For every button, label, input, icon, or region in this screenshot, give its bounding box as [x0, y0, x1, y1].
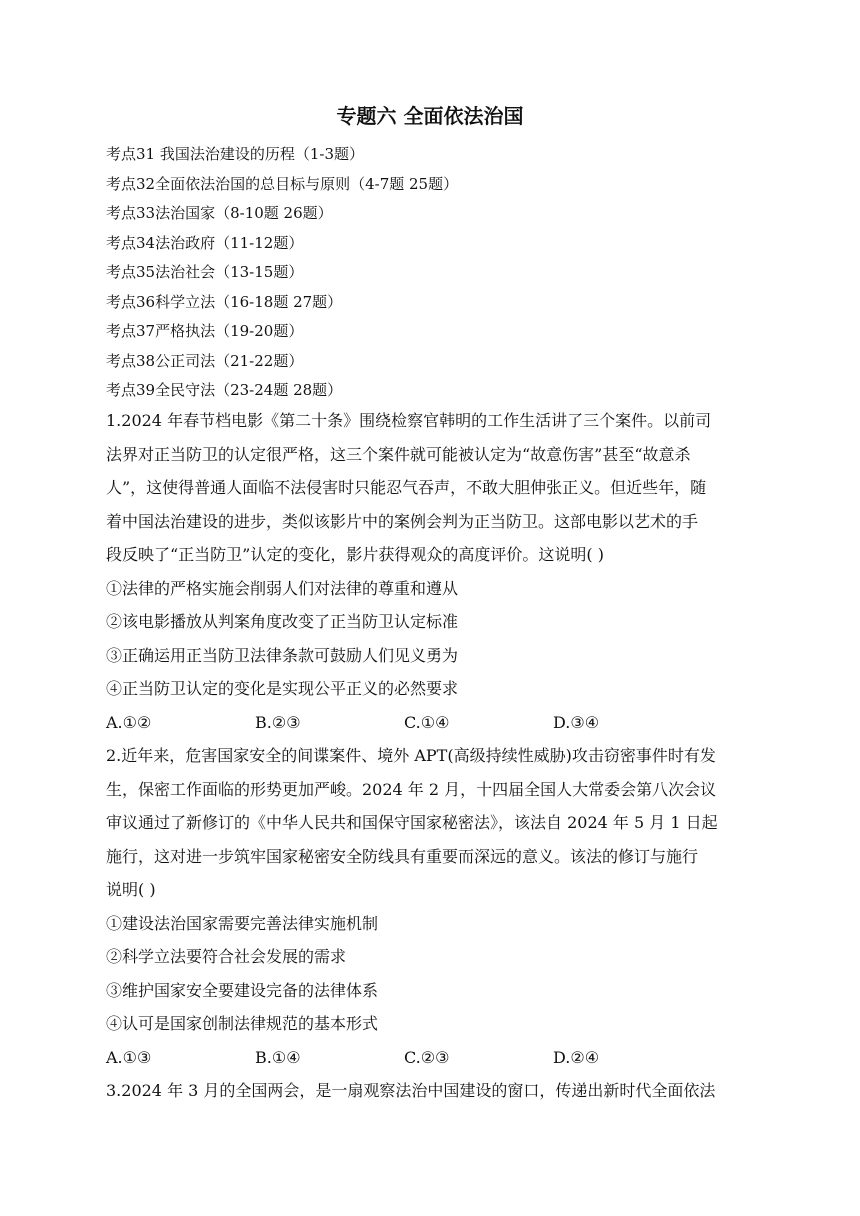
question-2-stem-line: 说明( ): [106, 880, 156, 899]
question-1-statement: ③正确运用正当防卫法律条款可鼓励人们见义勇为: [106, 645, 459, 665]
topic-item: 考点33法治国家（8-10题 26题）: [106, 204, 333, 222]
question-body: [106, 404, 756, 1108]
question-2-options: [106, 1041, 756, 1075]
question-1: [106, 404, 756, 739]
topic-item: 考点36科学立法（16-18题 27题）: [106, 292, 343, 311]
question-1-statement: ④正当防卫认定的变化是实现公平正义的必然要求: [106, 679, 459, 698]
question-1-statement: ①法律的严格实施会削弱人们对法律的尊重和遵从: [106, 578, 459, 598]
question-2-statement: ②科学立法要符合社会发展的需求: [106, 947, 347, 966]
page-title: 专题六 全面依法治国: [336, 104, 524, 128]
option-a: A.①③: [106, 1047, 152, 1067]
topic-list: [106, 140, 458, 406]
option-c: C.②③: [404, 1047, 450, 1067]
topic-item: 考点34法治政府（11-12题）: [106, 233, 304, 252]
option-c: C.①④: [404, 712, 450, 732]
question-1-options: [106, 706, 756, 740]
option-b: B.①④: [255, 1047, 301, 1067]
option-b: B.②③: [255, 712, 301, 732]
question-2-stem-line: 施行，这对进一步筑牢国家秘密安全防线具有重要而深远的意义。该法的修订与施行: [106, 846, 699, 866]
topic-item: 考点38公正司法（21-22题）: [106, 351, 304, 370]
question-3-stem-line: 3.2024 年 3 月的全国两会，是一扇观察法治中国建设的窗口，传递出新时代全面依法: [106, 1081, 716, 1100]
question-2: [106, 739, 756, 1074]
topic-item: 考点35法治社会（13-15题）: [106, 263, 304, 281]
question-2-statement: ④认可是国家创制法律规范的基本形式: [106, 1014, 379, 1033]
question-3: [106, 1074, 756, 1108]
question-2-stem-line: 2.近年来，危害国家安全的间谍案件、境外 APT(高级持续性威胁)攻击窃密事件时有发: [106, 746, 716, 765]
option-d: D.②④: [553, 1047, 600, 1067]
question-2-stem-line: 审议通过了新修订的《中华人民共和国保守国家秘密法》，该法自 2024 年 5 月 1 日起: [106, 813, 718, 832]
topic-item: 考点32全面依法治国的总目标与原则（4-7题 25题）: [106, 174, 459, 193]
topic-item: 考点37严格执法（19-20题）: [106, 322, 304, 340]
question-2-statement: ①建设法治国家需要完善法律实施机制: [106, 913, 379, 933]
question-1-stem-line: 法界对正当防卫的认定很严格，这三个案件就可能被认定为“故意伤害”甚至“故意杀: [106, 444, 691, 464]
option-d: D.③④: [553, 712, 600, 732]
question-1-stem-line: 人”，这使得普通人面临不法侵害时只能忍气吞声，不敢大胆伸张正义。但近些年，随: [106, 478, 707, 497]
question-1-stem-line: 1.2024 年春节档电影《第二十条》围绕检察官韩明的工作生活讲了三个案件。以前司: [106, 411, 712, 430]
question-1-stem-line: 着中国法治建设的进步，类似该影片中的案例会判为正当防卫。这部电影以艺术的手: [106, 511, 699, 531]
question-1-statement: ②该电影播放从判案角度改变了正当防卫认定标准: [106, 612, 459, 631]
question-2-statement: ③维护国家安全要建设完备的法律体系: [106, 980, 379, 1000]
topic-item: 考点31 我国法治建设的历程（1-3题）: [106, 145, 365, 163]
option-a: A.①②: [106, 712, 152, 732]
question-1-stem-line: 段反映了“正当防卫”认定的变化，影片获得观众的高度评价。这说明( ): [106, 545, 604, 564]
question-2-stem-line: 生，保密工作面临的形势更加严峻。2024 年 2 月，十四届全国人大常委会第八次会议: [106, 779, 717, 799]
topic-item: 考点39全民守法（23-24题 28题）: [106, 381, 343, 399]
